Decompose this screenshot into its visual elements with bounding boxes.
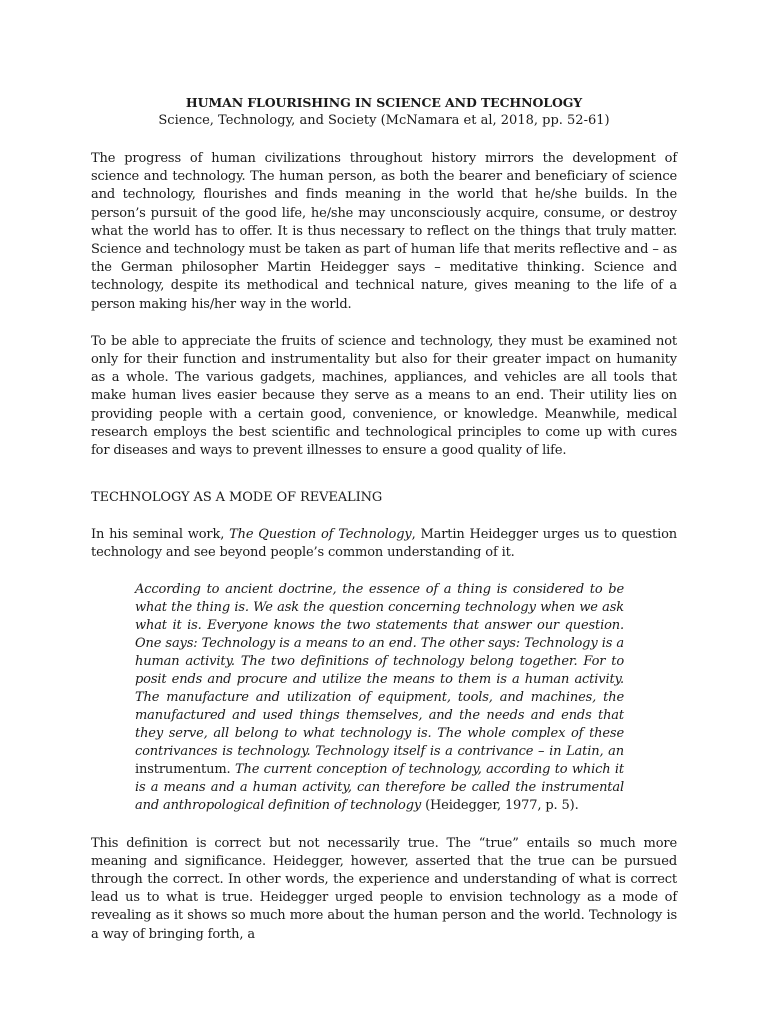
document-content (91, 94, 677, 944)
block-quote (135, 581, 624, 815)
paragraph-definition: This definition is correct but not necessarily true. The “true” entails so much more meaning and significance. Heidegger, however, asserted that the true can be pursued through the correct. In other words, the experience and understanding of what is correct lead us to what is true. Heidegger urged people to envision technology as a mode of revealing as it shows so much more about the human person and the world. Technology is a way of bringing forth, a (91, 835, 677, 942)
document-title: HUMAN FLOURISHING IN SCIENCE AND TECHNOLOGY (185, 95, 583, 110)
document-subtitle: Science, Technology, and Society (McNamara et al, 2018, pp. 52-61) (158, 113, 610, 128)
paragraph-heidegger-intro-start: In his seminal work, (91, 527, 230, 543)
paragraph-heidegger-intro (91, 526, 677, 562)
work-title: The Question of Technology (229, 527, 412, 543)
paragraph-heidegger-intro-end: , Martin Heidegger urges us to question technology and see beyond people’s common understanding of it. (91, 527, 677, 561)
paragraph-intro: The progress of human civilizations throughout history mirrors the development of science and technology. The human person, as both the bearer and beneficiary of science and technology, flourishes and finds meaning in the world that he/she builds. In the person’s pursuit of the good life, he/she may unconsciously acquire, consume, or destroy what the world has to offer. It is thus necessary to reflect on the things that truly matter. Science and technology must be taken as part of human life that merits reflective and – as the German philosopher Martin Heidegger says – meditative thinking. Science and technology, despite its methodical and technical nature, gives meaning to the life of a person making his/her way in the world. (91, 151, 677, 312)
paragraph-appreciation: To be able to appreciate the fruits of science and technology, they must be examined not only for their function and instrumentality but also for their greater impact on humanity as a whole. The various gadgets, machines, appliances, and vehicles are all tools that make human lives easier because they serve as a means to an end. Their utility lies on providing people with a certain good, convenience, or knowledge. Meanwhile, medical research employs the best scientific and technological principles to come up with cures for diseases and ways to prevent illnesses to ensure a good quality of life. (91, 333, 677, 459)
section-heading: TECHNOLOGY AS A MODE OF REVEALING (91, 490, 383, 506)
quote-text-part-2: The current conception of technology, according to which it is a means and a human activity, can therefore be called the instrumental and anthropological definition of technology (135, 761, 624, 813)
quote-latin-word: instrumentum. (135, 761, 231, 777)
quote-text-part-1: According to ancient doctrine, the essence of a thing is considered to be what the thing is. We ask the question concerning technology when we ask what it is. Everyone knows the two statements that answer our question. One says: Technology is a means to an end. The other says: Technology is a human activity. The two definitions of technology belong together. For to posit ends and procure and utilize the means to them is a human activity. The manufacture and utilization of equipment, tools, and machines, the manufactured and used things themselves, and the needs and ends that they serve, all belong to what technology is. The whole complex of these contrivances is technology. Technology itself is a contrivance – in Latin, an (135, 581, 624, 759)
quote-citation: (Heidegger, 1977, p. 5). (421, 797, 579, 813)
